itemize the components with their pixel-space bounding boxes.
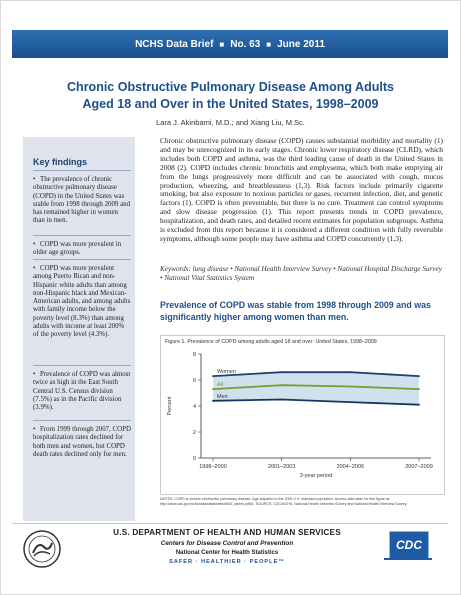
data-point-all (212, 388, 214, 390)
figure-notes: NOTES: COPD is chronic obstructive pulmonary disease. Age-adjusted to the 2000 U.S. standard population. Access data table for this figure at: http://www.cdc.gov/nchs/data/databriefs/db63_tables.pdf#1. SOURCE: CDC/NCHS, National Health Interview Survey and National Health Interview Survey. (160, 497, 408, 506)
cdc-logo-underline (384, 558, 432, 560)
series-label-men: Men (217, 393, 228, 400)
data-point-men (418, 404, 420, 406)
data-point-men (349, 401, 351, 403)
y-tick-label: 2 (192, 430, 196, 436)
report-title-line-1: Chronic Obstructive Pulmonary Disease Among Adults (67, 80, 394, 94)
data-point-all (349, 386, 351, 388)
data-point-all (418, 388, 420, 390)
data-point-women (349, 371, 351, 373)
banner-number: No. 63 (230, 38, 261, 50)
x-axis-label: 3-year period (299, 473, 333, 479)
hhs-department: U.S. DEPARTMENT OF HEALTH AND HUMAN SERVICES (113, 528, 341, 537)
copd-prevalence-chart (161, 348, 444, 494)
banner-series: NCHS Data Brief (135, 38, 214, 50)
cdc-logo: CDC (389, 531, 429, 559)
x-tick-label: 2007–2009 (405, 464, 433, 470)
data-point-women (281, 371, 283, 373)
hhs-seal-icon (22, 529, 62, 569)
x-tick-label: 2001–2003 (267, 464, 296, 470)
y-tick-label: 0 (192, 456, 196, 462)
data-point-women (212, 375, 214, 377)
hhs-footer (92, 528, 362, 565)
x-tick-label: 1998–2000 (199, 464, 227, 470)
footer-divider (12, 523, 448, 524)
banner-separator: ■ (219, 39, 225, 49)
data-point-women (418, 375, 420, 377)
y-tick-label: 6 (192, 378, 196, 384)
x-tick-label: 2004–2006 (336, 464, 365, 470)
figure-1 (160, 335, 445, 495)
y-tick-label: 4 (192, 404, 196, 410)
key-finding-item: • Prevalence of COPD was almost twice as high in the East South Central U.S. Census division (7.5%) as in the Pacific division (3.9%). (33, 371, 131, 412)
intro-paragraph: Chronic obstructive pulmonary disease (COPD) causes substantial morbidity and mortality (1) and may be unrecognized in its early stages. Chronic lower respiratory disease (CLRD), which includes both COPD and asthma, was the third leading cause of death in the United States in 2008 (2). COPD includes chronic bronchitis and emphysema, which both make emptying air from the lungs progressively more difficult and can be associated with cough, mucus production, wheezing, and breathlessness (1,3). Risk factors include primarily cigarette smoking, but also exposure to noxious particles or gases, recurrent infection, diet, and genetic factors (1). COPD is often preventable, but there is no cure. Treatment can control symptoms and slow disease progression (1). This report presents trends in COPD prevalence, hospitalization, and death rates, and detailed recent estimates for population subgroups. Asthma is excluded from this report because it is considered a different condition with fully reversible symptoms, although some people may have asthma and COPD concurrently (1,3). (160, 136, 443, 243)
figure-caption: Figure 1. Prevalence of COPD among adults aged 18 and over: United States, 1998–2009 (165, 339, 377, 345)
cdc-name: Centers for Disease Control and Prevention (160, 540, 294, 547)
series-label-all: All (217, 382, 224, 389)
data-point-all (281, 384, 283, 386)
data-point-men (281, 399, 283, 401)
key-finding-item: • COPD was more prevalent among Puerto Rican and non-Hispanic white adults than among non-Hispanic black and Mexican-American adults, and among adults with family income below the poverty level (8.3%) than among adults with income at least 200% of the poverty level (4.3%). (33, 265, 131, 340)
keywords: Keywords: lung disease • National Health Interview Survey • National Hospital Discharge Survey • National Vital Statistics System (160, 265, 442, 282)
finding-headline: Prevalence of COPD was stable from 1998 through 2009 and was significantly higher among women than men. (160, 300, 431, 322)
data-point-men (212, 400, 214, 402)
report-title-line-2: Aged 18 and Over in the United States, 1998–2009 (82, 97, 379, 111)
key-findings-sidebar (23, 137, 135, 521)
key-finding-item: • From 1999 through 2007, COPD hospitalization rates declined for both men and women, but COPD death rates declined only for men. (33, 426, 131, 459)
data-brief-banner (12, 30, 448, 58)
key-findings-heading: Key findings (33, 157, 88, 167)
key-finding-item: • The prevalence of chronic obstructive pulmonary disease (COPD) in the United States was stable from 1998 through 2009 and has remained higher in women than in men. (33, 176, 131, 226)
banner-separator: ■ (266, 39, 272, 49)
nchs-name: National Center for Health Statistics (175, 550, 279, 556)
y-axis-label: Percent (167, 396, 173, 416)
authors: Lara J. Akinbami, M.D.; and Xiang Liu, M.Sc. (156, 118, 305, 127)
banner-date: June 2011 (277, 38, 325, 50)
y-tick-label: 8 (192, 352, 196, 358)
series-label-women: Women (217, 369, 236, 376)
hhs-slogan: SAFER · HEALTHIER · PEOPLE™ (169, 559, 285, 565)
key-finding-item: • COPD was more prevalent in older age groups. (33, 241, 131, 258)
